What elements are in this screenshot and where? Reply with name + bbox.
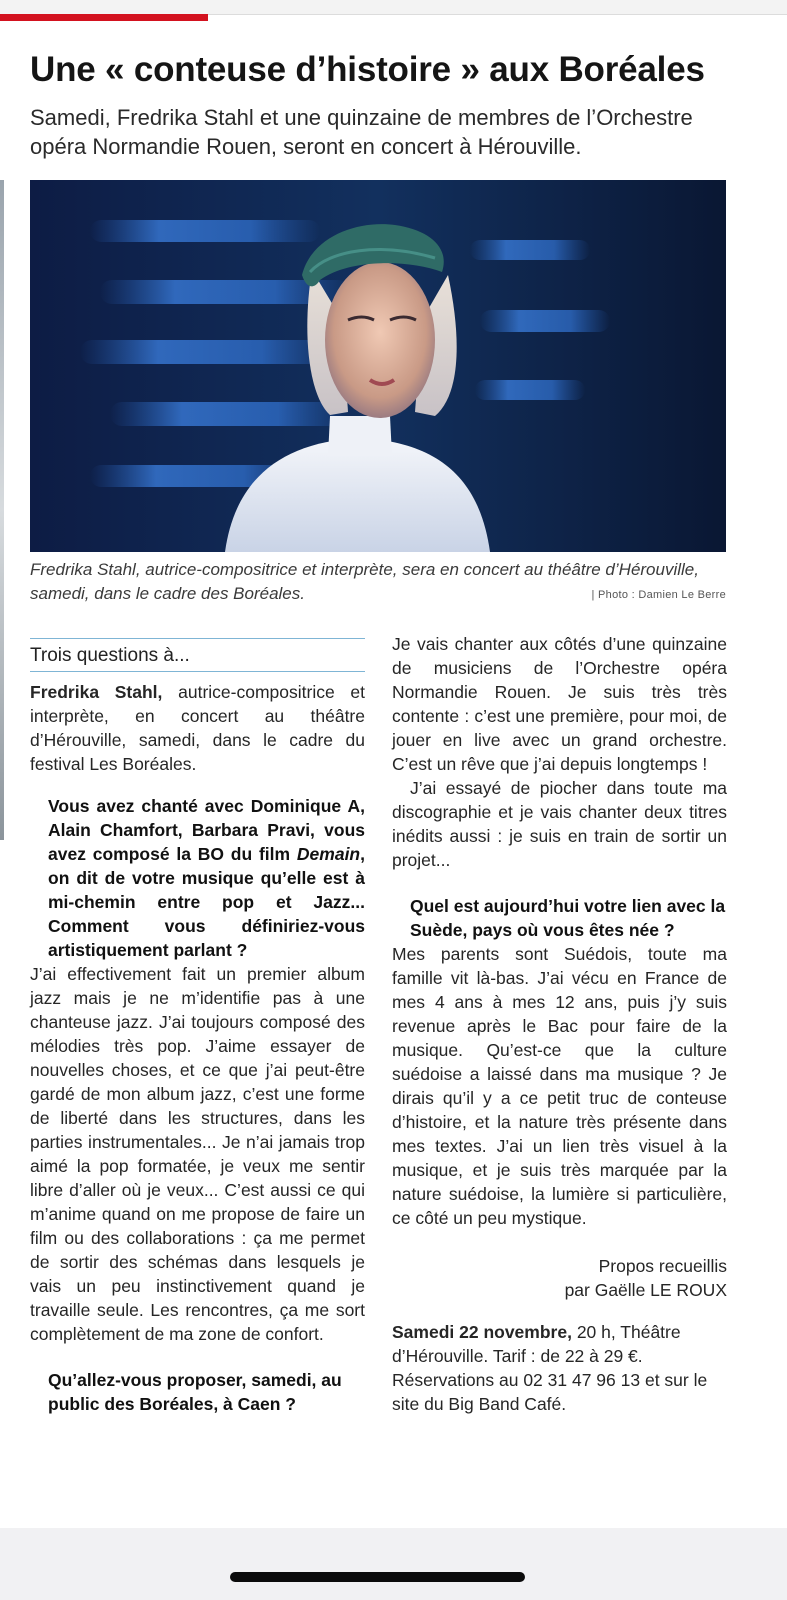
event-date: Samedi 22 novembre, <box>392 1322 572 1342</box>
home-indicator[interactable] <box>230 1572 525 1582</box>
portrait-illustration <box>30 180 726 552</box>
section-gray-rule <box>208 14 787 15</box>
bottom-bar <box>0 1528 787 1600</box>
answer-1: J’ai effectivement fait un premier album jazz mais je ne m’identifie pas à une chanteuse jazz. J’ai toujours composé des mélodies très pop. J’aime essayer de nouvelles choses, et ce que j’ai peut-être gardé de mon album jazz, c’est une forme de liberté dans les structures, dans les parties instrumentales... Je n’ai jamais trop aimé la pop formatée, je veux me sentir libre d’aller où je veux... C’est aussi ce qui m’anime quand on me propose de faire un film ou des collaborations : ça me permet de sortir des schémas dans lesquels je vais un peu instinctivement quand je travaille seule. Les rencontres, ça me sort complètement de ma zone de confort. <box>30 964 365 1344</box>
article-column-right <box>392 632 727 1416</box>
interview-box-title: Trois questions à... <box>30 638 365 672</box>
answer-3: Mes parents sont Suédois, toute ma famille vit là-bas. J’ai vécu en France de mes 4 ans à mes 12 ans, puis j’y suis revenue après le Bac pour faire de la musique. Qu’est-ce que la culture suédoise a laissé dans ma musique ? Je dirais qu’il y a ce petit truc de conteuse d’histoire, et la nature très présente dans mes textes. J’ai un lien très visuel à la musique, et je suis très marquée par la nature suédoise, la lumière si particulière, ce côté un peu mystique. <box>392 944 727 1228</box>
question-3: Quel est aujourd’hui votre lien avec la Suède, pays où vous êtes née ? <box>410 896 726 940</box>
film-title: Demain <box>296 844 361 864</box>
author-signature <box>392 1254 727 1302</box>
answer-2-paragraph-1: Je vais chanter aux côtés d’une quinzaine de musiciens de l’Orchestre opéra Normandie Rouen. Je suis très très contente : c’est une première, pour moi, de jouer en live avec un grand orchestre. C’est un rêve que j’ai depuis longtemps ! <box>392 634 727 774</box>
article-photo[interactable] <box>30 180 726 552</box>
section-red-rule <box>0 14 208 21</box>
event-info <box>392 1320 727 1416</box>
question-1-text-end: , on dit de votre musique qu’elle est à mi-chemin entre pop et Jazz... Comment vous définiriez-vous artistiquement parlant ? <box>48 844 365 960</box>
interviewee-description: autrice-compositrice et interprète, en concert au théâtre d’Hérouville, samedi, dans le cadre du festival Les Boréales. <box>30 682 365 774</box>
photo-credit: | Photo : Damien Le Berre <box>591 589 726 601</box>
event-details: 20 h, Théâtre d’Hérouville. Tarif : de 22 à 29 €. Réservations au 02 31 47 96 13 et sur le site du Big Band Café. <box>392 1322 708 1414</box>
interviewee-name: Fredrika Stahl, <box>30 682 163 702</box>
top-strip <box>0 0 787 14</box>
article-subhead: Samedi, Fredrika Stahl et une quinzaine de membres de l’Orchestre opéra Normandie Rouen, seront en concert à Hérouville. <box>30 105 693 159</box>
photo-caption: Fredrika Stahl, autrice-compositrice et interprète, sera en concert au théâtre d’Hérouville, samedi, dans le cadre des Boréales. <box>30 560 699 603</box>
adjacent-page-edge <box>0 180 4 840</box>
article-column-left <box>30 638 365 1416</box>
signature-line-2: par Gaëlle LE ROUX <box>564 1280 727 1300</box>
article-headline: Une « conteuse d’histoire » aux Boréales <box>30 50 705 89</box>
answer-2-paragraph-2: J’ai essayé de piocher dans toute ma discographie et je vais chanter deux titres inédits aussi : je suis en train de sortir un projet... <box>392 778 727 870</box>
interview-intro <box>30 680 365 776</box>
question-1 <box>30 794 365 962</box>
question-1-text: Vous avez chanté avec Dominique A, Alain Chamfort, Barbara Pravi, vous avez composé la BO du film <box>48 796 365 864</box>
signature-line-1: Propos recueillis <box>598 1256 727 1276</box>
question-2: Qu’allez-vous proposer, samedi, au public des Boréales, à Caen ? <box>48 1370 342 1414</box>
